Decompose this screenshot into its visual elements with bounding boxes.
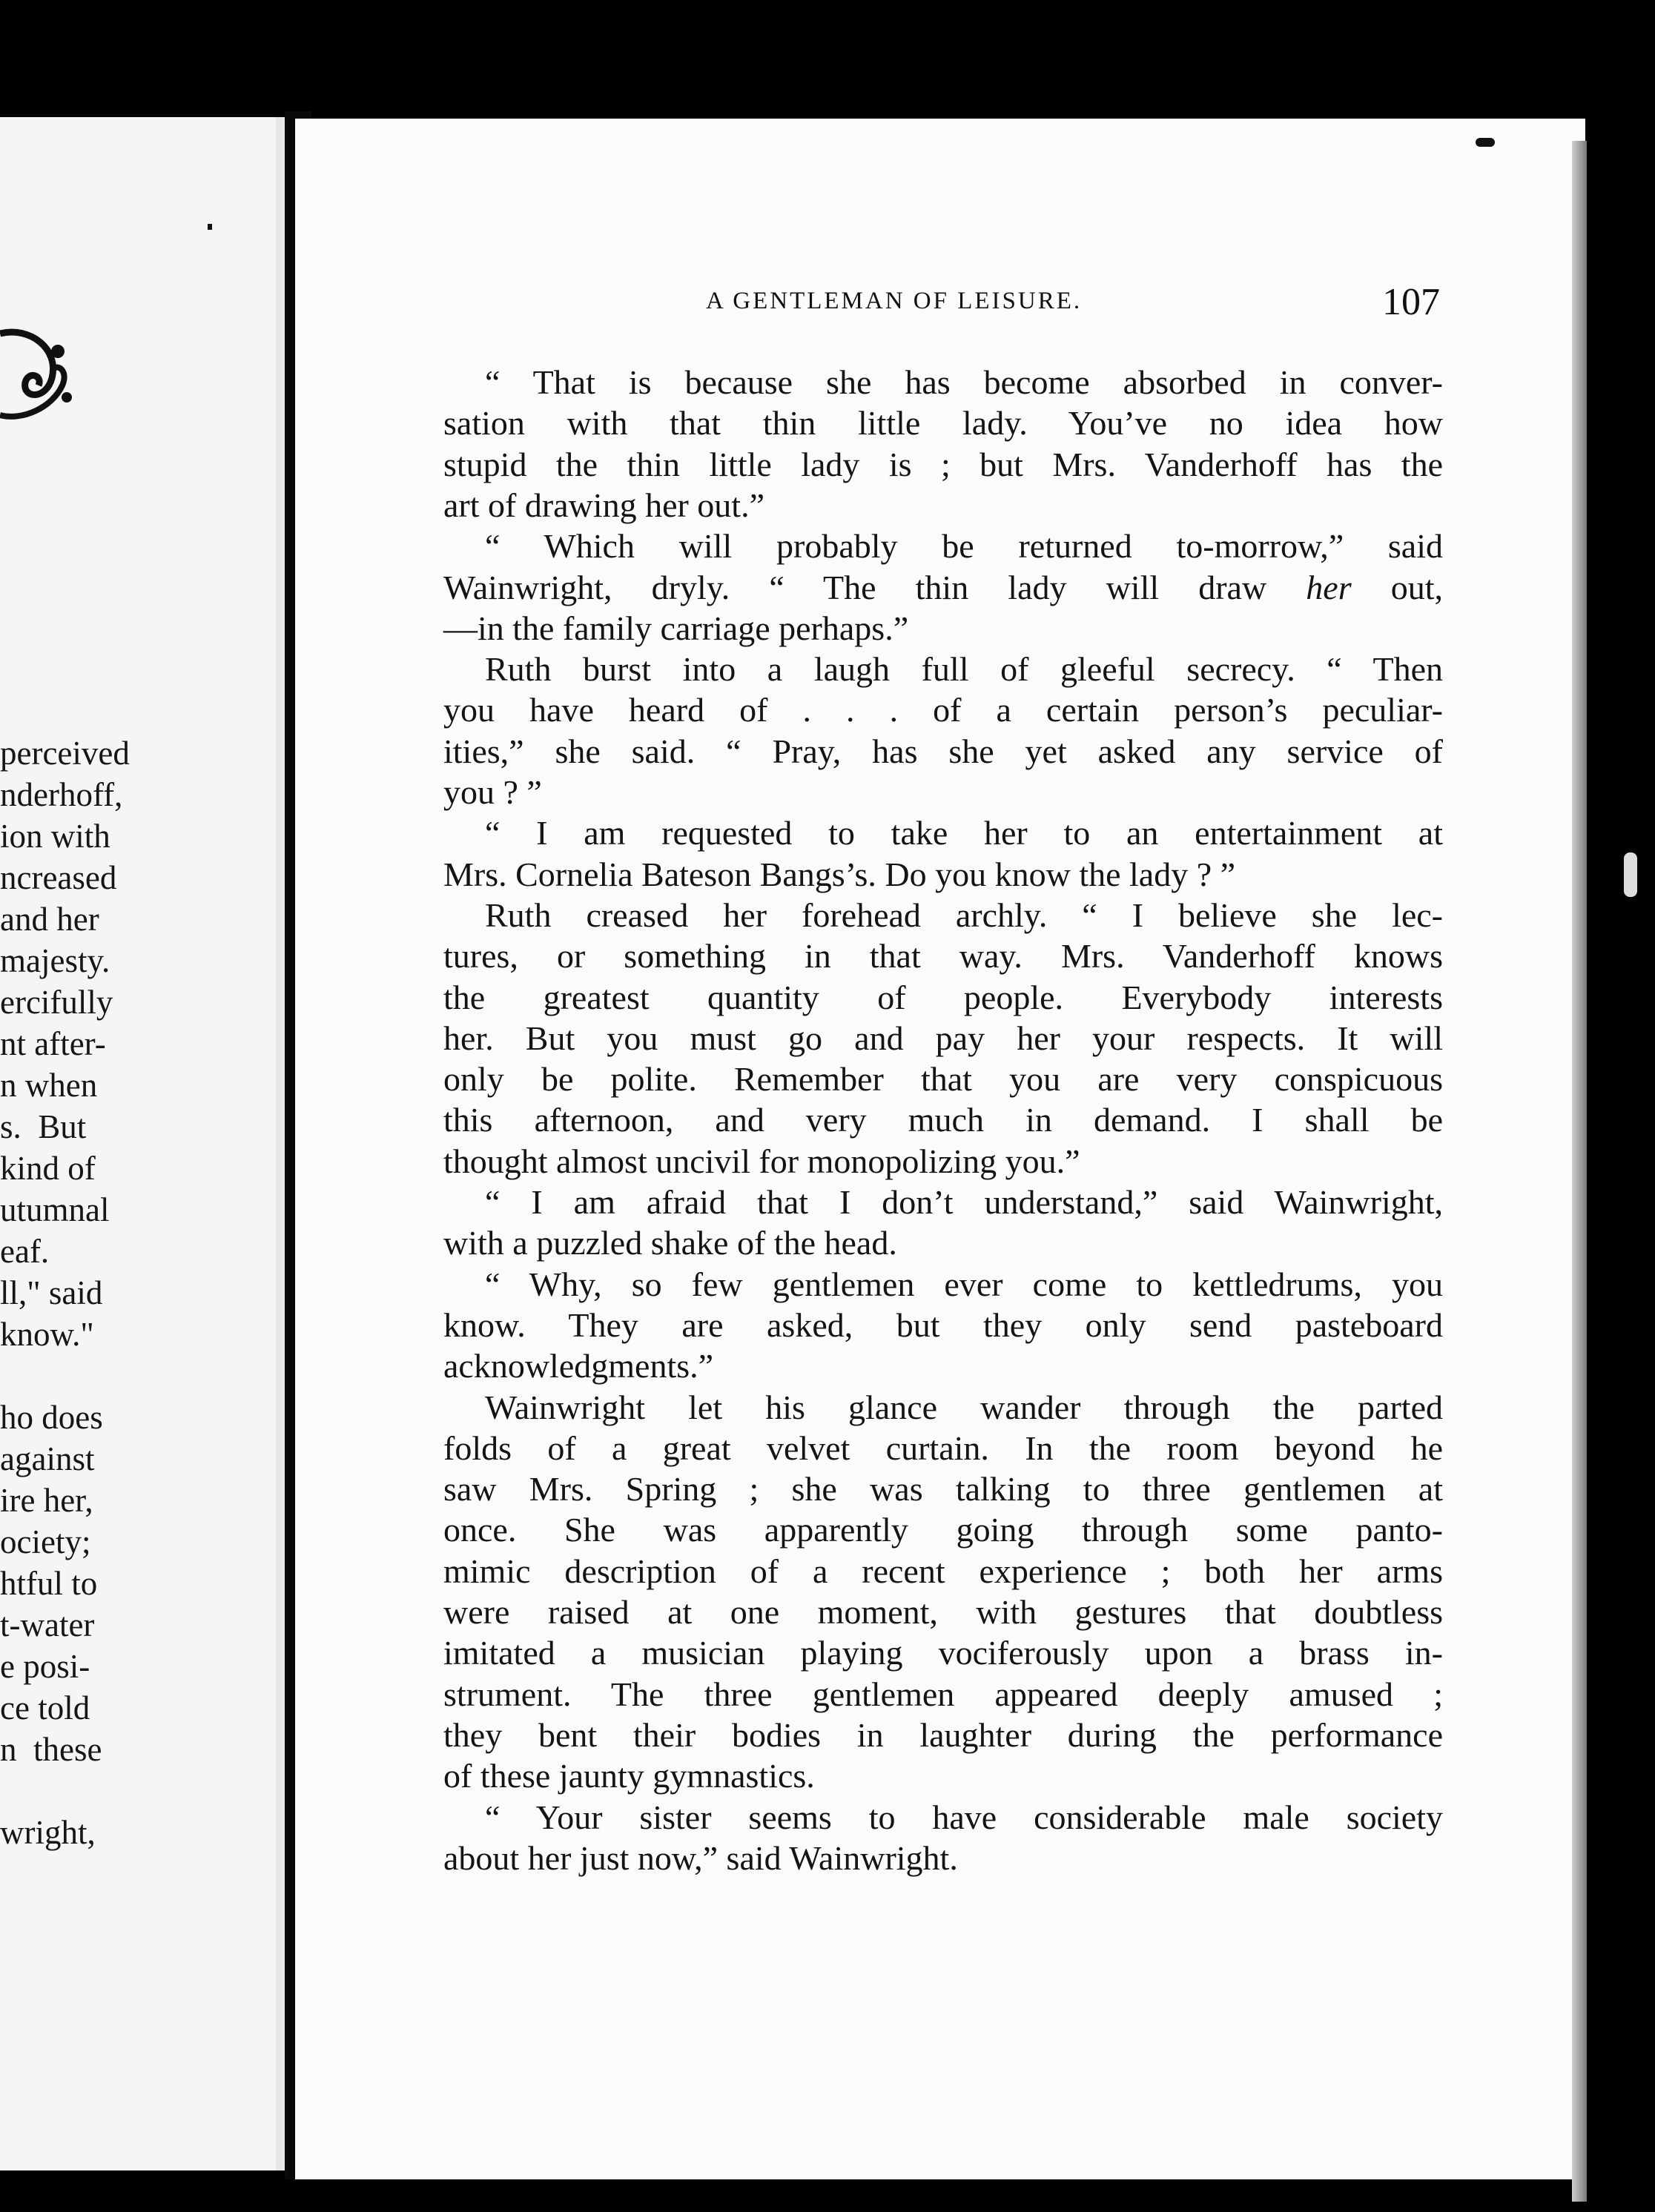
left-text-fragment: perceived: [0, 735, 130, 772]
text-line: folds of a great velvet curtain. In the room beyond he: [443, 1428, 1443, 1467]
text-line: sation with that thin little lady. You’ve no idea how: [443, 404, 1443, 443]
text-line: with a puzzled shake of the head.: [443, 1224, 897, 1262]
left-text-fragment: against: [0, 1440, 95, 1477]
scan-speck: [208, 224, 212, 230]
text-line: “ I am afraid that I don’t understand,” said Wainwright,: [485, 1183, 1443, 1221]
text-line: —in the family carriage perhaps.”: [443, 609, 909, 647]
page-edge-shadow: [1572, 141, 1587, 2202]
text-line: ities,” she said. “ Pray, has she yet asked any service of: [443, 732, 1443, 770]
left-text-fragment: ce told: [0, 1689, 90, 1726]
left-text-fragment: nderhoff,: [0, 776, 123, 813]
text-line: once. She was apparently going through some panto-: [443, 1511, 1443, 1549]
left-text-fragment: know.": [0, 1316, 94, 1353]
text-line: “ Which will probably be returned to-morrow,” said: [485, 527, 1443, 566]
text-line: you have heard of . . . of a certain person’s peculiar-: [443, 691, 1443, 729]
left-text-fragment: ercifully: [0, 984, 113, 1021]
text-line: mimic description of a recent experience ; both her arms: [443, 1552, 1443, 1590]
left-text-fragment: utumnal: [0, 1191, 110, 1228]
text-line: were raised at one moment, with gestures that doubtless: [443, 1593, 1443, 1631]
text-line: of these jaunty gymnastics.: [443, 1757, 815, 1795]
text-line: saw Mrs. Spring ; she was talking to three gentlemen at: [443, 1470, 1443, 1509]
left-text-fragment: ire her,: [0, 1482, 93, 1519]
text-line: imitated a musician playing vociferously upon a brass in-: [443, 1634, 1443, 1672]
left-text-fragment: n these: [0, 1731, 102, 1768]
text-line: know. They are asked, but they only send pasteboard: [443, 1305, 1443, 1344]
text-line: they bent their bodies in laughter during the performance: [443, 1715, 1443, 1754]
left-text-fragment: ion with: [0, 818, 110, 855]
text-line: Wainwright let his glance wander through the parted: [485, 1388, 1443, 1426]
left-text-fragment: ncreased: [0, 859, 117, 896]
page-number: 107: [1382, 281, 1440, 323]
left-text-fragment: nt after-: [0, 1025, 106, 1062]
left-text-fragment: s. But: [0, 1108, 87, 1145]
left-text-fragment: eaf.: [0, 1233, 50, 1270]
text-line: Ruth creased her forehead archly. “ I believe she lec-: [485, 895, 1443, 934]
left-text-fragment: wright,: [0, 1814, 96, 1851]
text-line: acknowledgments.”: [443, 1347, 714, 1385]
text-line: “ I am requested to take her to an entertainment at: [485, 814, 1443, 852]
text-line: “ Why, so few gentlemen ever come to kettledrums, you: [485, 1265, 1443, 1303]
text-line: you ? ”: [443, 773, 542, 811]
text-line: thought almost uncivil for monopolizing you.”: [443, 1142, 1080, 1180]
left-text-fragment: ll," said: [0, 1274, 103, 1311]
scan-speck: [1476, 138, 1495, 147]
text-line: her. But you must go and pay her your respects. It will: [443, 1019, 1443, 1057]
text-line: tures, or something in that way. Mrs. Vanderhoff knows: [443, 937, 1443, 976]
text-line: only be polite. Remember that you are very conspicuous: [443, 1060, 1443, 1099]
text-line: “ That is because she has become absorbed in conver-: [485, 363, 1443, 401]
text-line: strument. The three gentlemen appeared deeply amused ;: [443, 1675, 1443, 1713]
left-text-fragment: ho does: [0, 1399, 103, 1436]
text-line: the greatest quantity of people. Everybody interests: [443, 978, 1443, 1016]
left-text-fragment: t-water: [0, 1606, 95, 1643]
left-text-fragment: e posi-: [0, 1648, 90, 1685]
left-text-fragment: majesty.: [0, 942, 110, 979]
left-text-fragment: ociety;: [0, 1523, 91, 1560]
text-line: Ruth burst into a laugh full of gleeful secrecy. “ Then: [485, 650, 1443, 689]
left-text-fragment: and her: [0, 901, 99, 938]
left-text-fragment: htful to: [0, 1565, 98, 1602]
text-line: “ Your sister seems to have considerable male society: [485, 1798, 1443, 1836]
text-line: art of drawing her out.”: [443, 486, 765, 524]
left-text-fragment: kind of: [0, 1150, 96, 1187]
text-line: Mrs. Cornelia Bateson Bangs’s. Do you know the lady ? ”: [443, 855, 1236, 893]
printers-ornament-icon: [0, 326, 74, 445]
running-head: A GENTLEMAN OF LEISURE.: [706, 288, 1083, 314]
scan-speck: [1624, 852, 1637, 897]
text-line: this afternoon, and very much in demand. I shall be: [443, 1101, 1443, 1139]
text-line: about her just now,” said Wainwright.: [443, 1838, 958, 1877]
text-line: stupid the thin little lady is ; but Mrs. Vanderhoff has the: [443, 445, 1443, 483]
text-line: Wainwright, dryly. “ The thin lady will draw her out,: [443, 568, 1444, 606]
left-text-fragment: n when: [0, 1067, 98, 1104]
